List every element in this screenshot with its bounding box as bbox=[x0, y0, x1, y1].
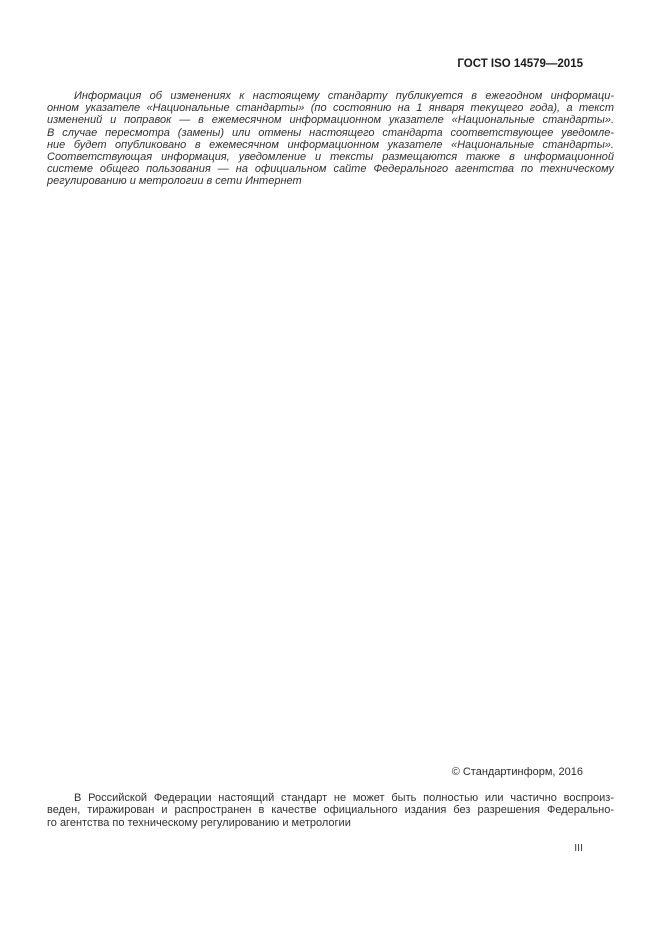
standard-designation: ГОСТ ISO 14579—2015 bbox=[457, 58, 583, 70]
note-line: онном указателе «Национальные стандарты» (по состоянию на 1 января текущего года), а текст bbox=[47, 102, 614, 115]
note-line: В случае пересмотра (замены) или отмены настоящего стандарта соответствующее уведомле- bbox=[47, 126, 614, 139]
note-line: системе общего пользования — на официальном сайте Федерального агентства по техническому bbox=[47, 163, 614, 176]
copyright-notice: © Стандартинформ, 2016 bbox=[451, 766, 583, 778]
note-line: регулированию и метрологии в сети Интернет bbox=[47, 175, 302, 188]
note-line: изменений и поправок — в ежемесячном информационном указателе «Национальные стандарты». bbox=[47, 114, 614, 127]
page-number: III bbox=[574, 842, 583, 854]
note-line: го агентства по техническому регулированию и метрологии bbox=[47, 816, 351, 829]
change-information-note bbox=[47, 90, 614, 188]
note-line: В Российской Федерации настоящий стандарт не может быть полностью или частично воспроиз- bbox=[74, 792, 614, 804]
note-line: веден, тиражирован и распространен в качестве официального издания без разрешения Федерально- bbox=[47, 804, 614, 817]
note-line: ние будет опубликовано в ежемесячном информационном указателе «Национальные стандарты». bbox=[47, 138, 614, 151]
reproduction-restriction-note bbox=[47, 792, 614, 829]
note-line: Информация об изменениях к настоящему стандарту публикуется в ежегодном информаци- bbox=[74, 90, 614, 102]
note-line: Соответствующая информация, уведомление и тексты размещаются также в информационной bbox=[47, 151, 614, 164]
